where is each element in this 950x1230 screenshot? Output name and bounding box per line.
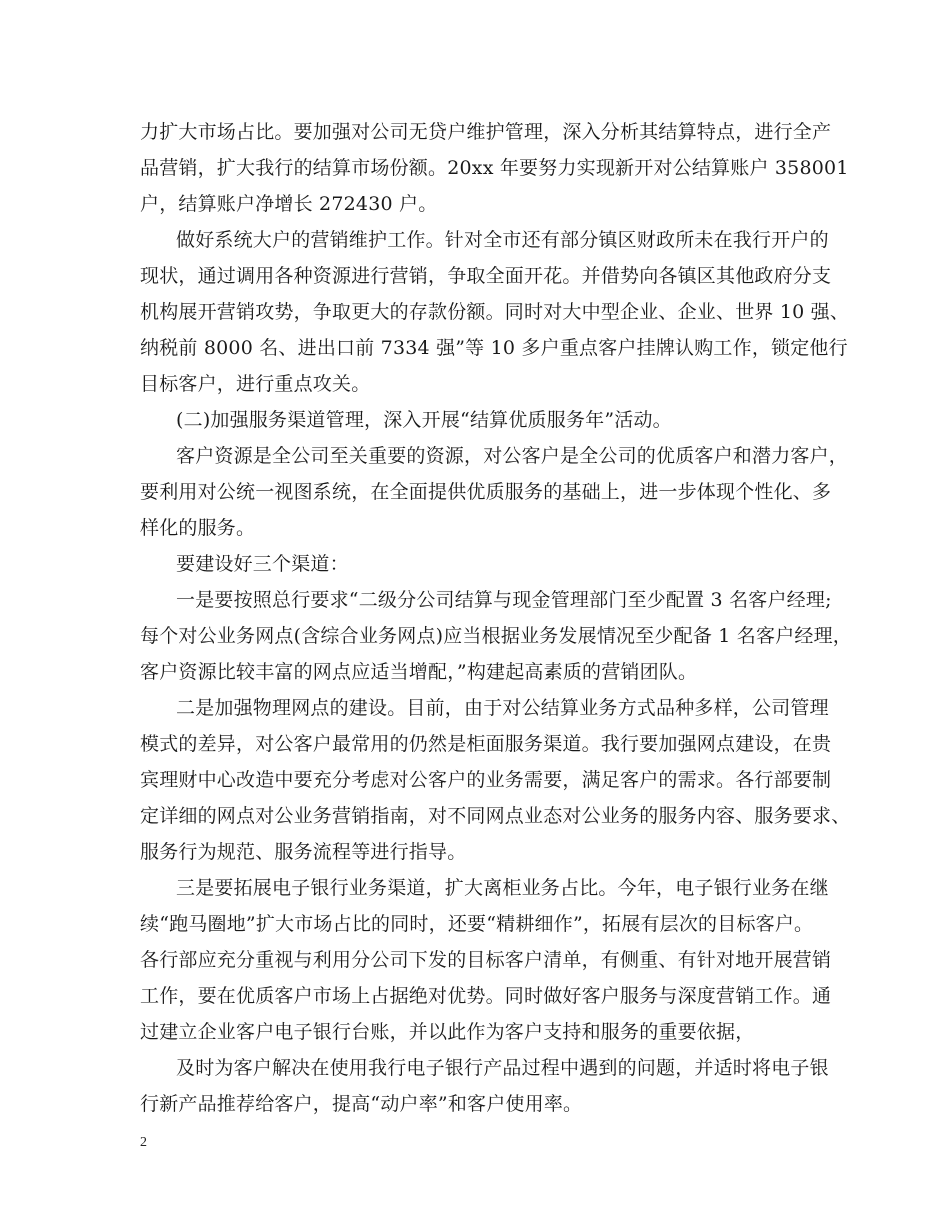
paragraph-start-line: 一是要按照总行要求“二级分公司结算与现金管理部门至少配置 3 名客户经理; — [176, 589, 832, 611]
text-line: 要利用对公统一视图系统，在全面提供优质服务的基础上，进一步体现个性化、多 — [140, 481, 832, 503]
paragraph-start-line: 做好系统大户的营销维护工作。针对全市还有部分镇区财政所未在我行开户的 — [176, 229, 829, 251]
text-line: 纳税前 8000 名、进出口前 7334 强”等 10 多户重点客户挂牌认购工作，锁定他行 — [140, 337, 848, 359]
text-line: 样化的服务。 — [140, 517, 256, 539]
paragraph-start-line: 三是要拓展电子银行业务渠道，扩大离柜业务占比。今年，电子银行业务在继 — [176, 877, 829, 899]
page-number: 2 — [140, 1135, 147, 1150]
text-line: 现状，通过调用各种资源进行营销，争取全面开花。并借势向各镇区其他政府分支 — [140, 265, 832, 287]
text-line: 户，结算账户净增长 272430 户。 — [140, 193, 438, 215]
text-line: 机构展开营销攻势，争取更大的存款份额。同时对大中型企业、企业、世界 10 强、 — [140, 301, 850, 323]
text-line: 客户资源比较丰富的网点应适当增配，”构建起高素质的营销团队。 — [140, 661, 698, 683]
text-line: 续“跑马圈地”扩大市场占比的同时，还要“精耕细作”，拓展有层次的目标客户。 — [140, 913, 814, 935]
section-heading: (二)加强服务渠道管理，深入开展“结算优质服务年”活动。 — [176, 409, 672, 431]
text-line: 各行部应充分重视与利用分公司下发的目标客户清单，有侧重、有针对地开展营销 — [140, 949, 832, 971]
text-line: 模式的差异，对公客户最常用的仍然是柜面服务渠道。我行要加强网点建设，在贵 — [140, 733, 832, 755]
text-line: 定详细的网点对公业务营销指南，对不同网点业态对公业务的服务内容、服务要求、 — [140, 805, 851, 827]
paragraph-start-line: 要建设好三个渠道： — [176, 553, 349, 575]
text-line: 品营销，扩大我行的结算市场份额。20xx 年要努力实现新开对公结算账户 358001 — [140, 157, 849, 179]
body-text — [140, 114, 852, 1122]
paragraph-start-line: 及时为客户解决在使用我行电子银行产品过程中遇到的问题，并适时将电子银 — [176, 1057, 829, 1079]
text-line: 过建立企业客户电子银行台账，并以此作为客户支持和服务的重要依据， — [140, 1021, 755, 1043]
text-line: 每个对公业务网点(含综合业务网点)应当根据业务发展情况至少配备 1 名客户经理， — [140, 625, 852, 647]
text-line: 行新产品推荐给客户，提高“动户率”和客户使用率。 — [140, 1093, 583, 1115]
paragraph-start-line: 二是加强物理网点的建设。目前，由于对公结算业务方式品种多样，公司管理 — [176, 697, 829, 719]
text-line: 目标客户，进行重点攻关。 — [140, 373, 371, 395]
text-line: 宾理财中心改造中要充分考虑对公客户的业务需要，满足客户的需求。各行部要制 — [140, 769, 832, 791]
text-line: 力扩大市场占比。要加强对公司无贷户维护管理，深入分析其结算特点，进行全产 — [140, 121, 832, 143]
text-line: 工作，要在优质客户市场上占据绝对优势。同时做好客户服务与深度营销工作。通 — [140, 985, 832, 1007]
paragraph-start-line: 客户资源是全公司至关重要的资源，对公客户是全公司的优质客户和潜力客户， — [176, 445, 849, 467]
text-line: 服务行为规范、服务流程等进行指导。 — [140, 841, 467, 863]
